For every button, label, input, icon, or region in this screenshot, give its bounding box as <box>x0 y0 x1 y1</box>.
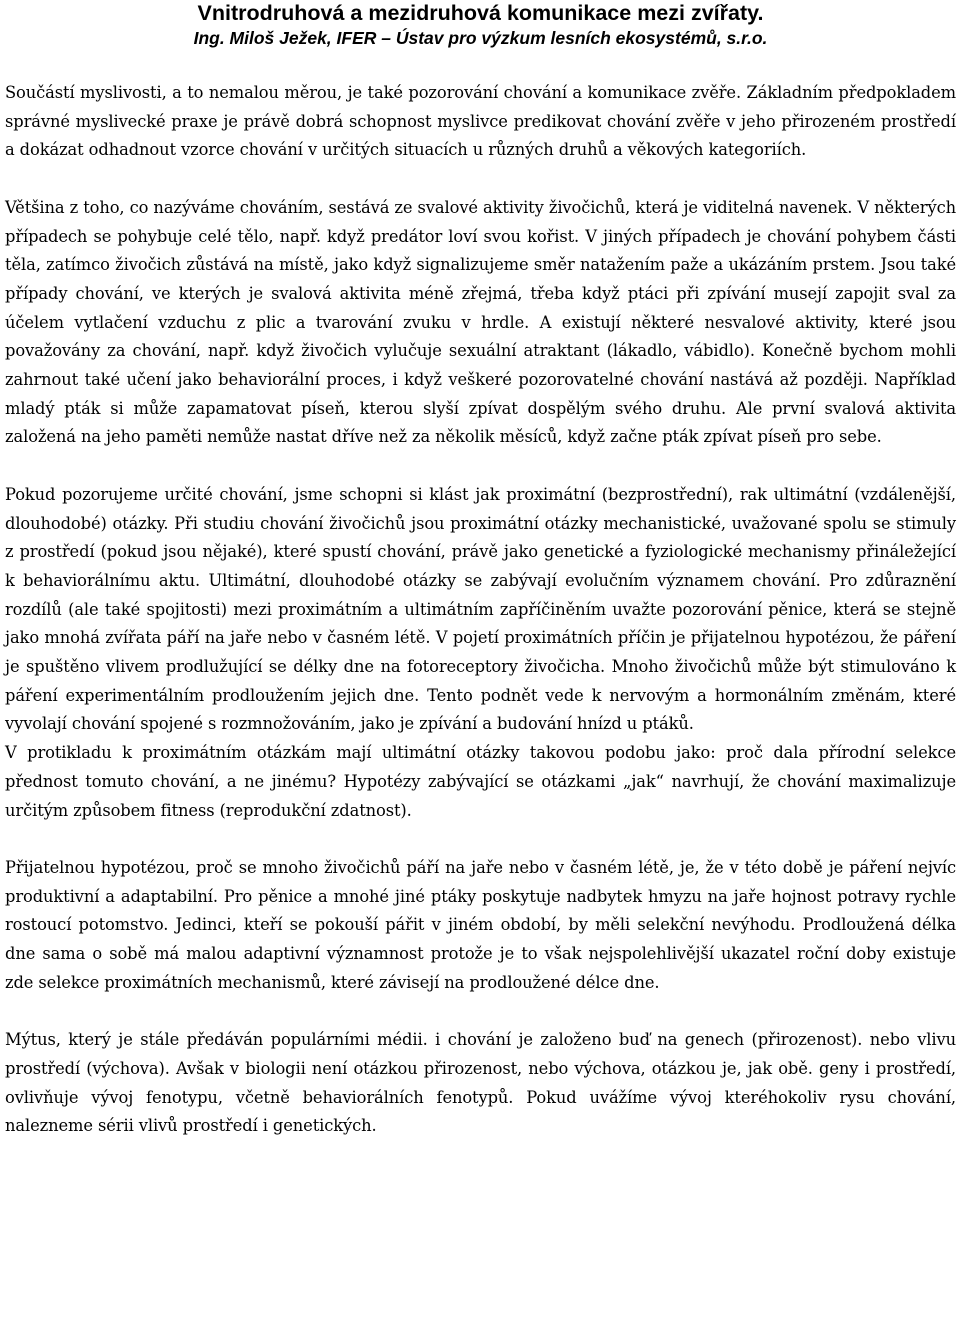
paragraph-hypothesis: Přijatelnou hypotézou, proč se mnoho živočichů páří na jaře nebo v časném létě, je, že v této době je páření nejvíc produktivní a adaptabilní. Pro pěnice a mnohé jiné ptáky poskytuje nadbytek hmyzu na jaře hojnost potravy rychle rostoucí potomstvo. Jedinci, kteří se pokouší pářit v jiném období, by měli selekční nevýhodu. Prodloužená délka dne sama o sobě má malou adaptivní významnost protože je to však nejspolehlivější ukazatel roční doby existuje zde selekce proximátních mechanismů, které závisejí na prodloužené délce dne. <box>5 857 956 992</box>
document-author-line: Ing. Miloš Ježek, IFER – Ústav pro výzkum lesních ekosystémů, s.r.o. <box>193 28 768 48</box>
paragraph-gap <box>5 825 956 854</box>
paragraph-gap <box>5 997 956 1026</box>
document-title: Vnitrodruhová a mezidruhová komunikace mezi zvířaty. <box>197 1 764 25</box>
paragraph-gap <box>5 452 956 481</box>
document-body <box>5 79 956 1141</box>
paragraph-intro: Součástí myslivosti, a to nemalou měrou, je také pozorování chování a komunikace zvěře. Základním předpokladem správné myslivecké praxe je právě dobrá schopnost myslivce predikovat chování zvěře v jeho přirozeném prostředí a dokázat odhadnout vzorce chování v určitých situacích u různých druhů a věkových kategoriích. <box>5 83 956 160</box>
paragraph-proximate: Pokud pozorujeme určité chování, jsme schopni si klást jak proximátní (bezprostřední), rak ultimátní (vzdálenější, dlouhodobé) otázky. Při studiu chování živočichů jsou proximátní otázky mechanistické, uvažované spolu se stimuly z prostředí (pokud jsou nějaké), které spustí chování, právě jako genetické a fyziologické mechanismy přináležející k behaviorálnímu aktu. Ultimátní, dlouhodobé otázky se zabývají evolučním významem chování. Pro zdůraznění rozdílů (ale také spojitosti) mezi proximátním a ultimátním zapříčiněním uvažte pozorování pěnice, která se stejně jako mnohá zvířata páří na jaře nebo v časném létě. V pojetí proximátních příčin je přijatelnou hypotézou, že páření je spuštěno vlivem prodlužující se délky dne na fotoreceptory živočicha. Mnoho živočichů může být stimulováno k páření experimentálním prodloužením jejich dne. Tento podnět vede k nervovým a hormonálním změnám, které vyvolají chování spojené s rozmnožováním, jako je zpívání a budování hnízd u ptáků. <box>5 484 956 734</box>
paragraph-ultimate: V protikladu k proximátním otázkám mají ultimátní otázky takovou podobu jako: proč dala přírodní selekce přednost tomuto chování, a ne jinému? Hypotézy zabývající se otázkami „jak“ navrhují, že chování maximalizuje určitým způsobem fitness (reprodukční zdatnost). <box>5 743 956 820</box>
spacer <box>5 51 956 79</box>
paragraph-myth: Mýtus, který je stále předáván populárními médii. i chování je založeno buď na genech (přirozenost). nebo vlivu prostředí (výchova). Avšak v biologii není otázkou přirozenost, nebo výchova, otázkou je, jak obě. geny i prostředí, ovlivňuje vývoj fenotypu, včetně behaviorálních fenotypů. Pokud uvážíme vývoj kteréhokoliv rysu chování, nalezneme sérii vlivů prostředí i genetických. <box>5 1030 956 1136</box>
paragraph-behavior: Většina z toho, co nazýváme chováním, sestává ze svalové aktivity živočichů, která je viditelná navenek. V některých případech se pohybuje celé tělo, např. když predátor loví svou kořist. V jiných případech je chování pohybem části těla, zatímco živočich zůstává na místě, jako když signalizujeme směr natažením paže a ukázáním prstem. Jsou také případy chování, ve kterých je svalová aktivita méně zřejmá, třeba když ptáci při zpívání musejí zapojit sval za účelem vytlačení vzduchu z plic a tvarování zvuku v hrdle. A existují některé nesvalové aktivity, které jsou považovány za chování, např. když živočich vylučuje sexuální atraktant (lákadlo, vábidlo). Konečně bychom mohli zahrnout také učení jako behaviorální proces, i když veškeré pozorovatelné chování nastává až později. Například mladý pták si může zapamatovat píseň, kterou slyší zpívat dospělým svého druhu. Ale první svalová aktivita založená na jeho paměti nemůže nastat dříve než za několik měsíců, když začne pták zpívat píseň pro sebe. <box>5 197 956 447</box>
paragraph-gap <box>5 165 956 194</box>
